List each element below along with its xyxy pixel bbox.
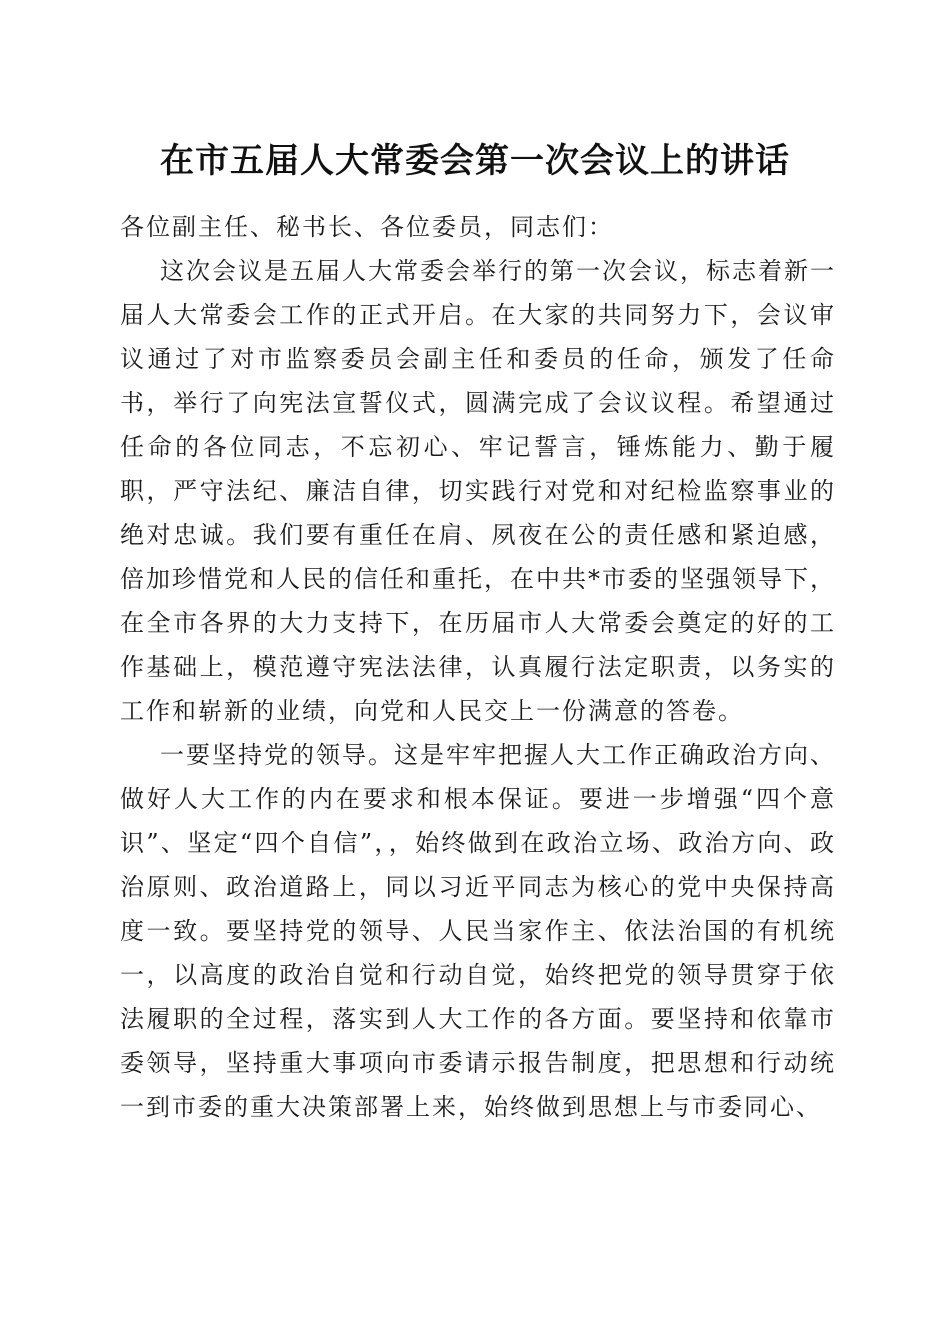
paragraph: 这次会议是五届人大常委会举行的第一次会议，标志着新一届人大常委会工作的正式开启。在大家的共同努力下，会议审议通过了对市监察委员会副主任和委员的任命，颁发了任命书，举行了向宪法宣誓仪式，圆满完成了会议议程。希望通过任命的各位同志，不忘初心、牢记誓言，锤炼能力、勤于履职，严守法纪、廉洁自律，切实践行对党和对纪检监察事业的绝对忠诚。我们要有重任在肩、夙夜在公的责任感和紧迫感，倍加珍惜党和人民的信任和重托，在中共*市委的坚强领导下，在全市各界的大力支持下，在历届市人大常委会奠定的好的工作基础上，模范遵守宪法法律，认真履行法定职责，以务实的工作和崭新的业绩，向党和人民交上一份满意的答卷。 bbox=[120, 257, 836, 725]
paragraph: 一要坚持党的领导。这是牢牢把握人大工作正确政治方向、做好人大工作的内在要求和根本保证。要进一步增强“四个意识”、坚定“四个自信”，，始终做到在政治立场、政治方向、政治原则、政治道路上，同以习近平同志为核心的党中央保持高度一致。要坚持党的领导、人民当家作主、依法治国的有机统一，以高度的政治自觉和行动自觉，始终把党的领导贯穿于依法履职的全过程，落实到人大工作的各方面。要坚持和依靠市委领导，坚持重大事项向市委请示报告制度，把思想和行动统一到市委的重大决策部署上来，始终做到思想上与市委同心、 bbox=[120, 741, 836, 1121]
salutation: 各位副主任、秘书长、各位委员，同志们： bbox=[120, 213, 614, 241]
document-title: 在市五届人大常委会第一次会议上的讲话 bbox=[160, 141, 790, 181]
document-body bbox=[120, 205, 836, 1129]
